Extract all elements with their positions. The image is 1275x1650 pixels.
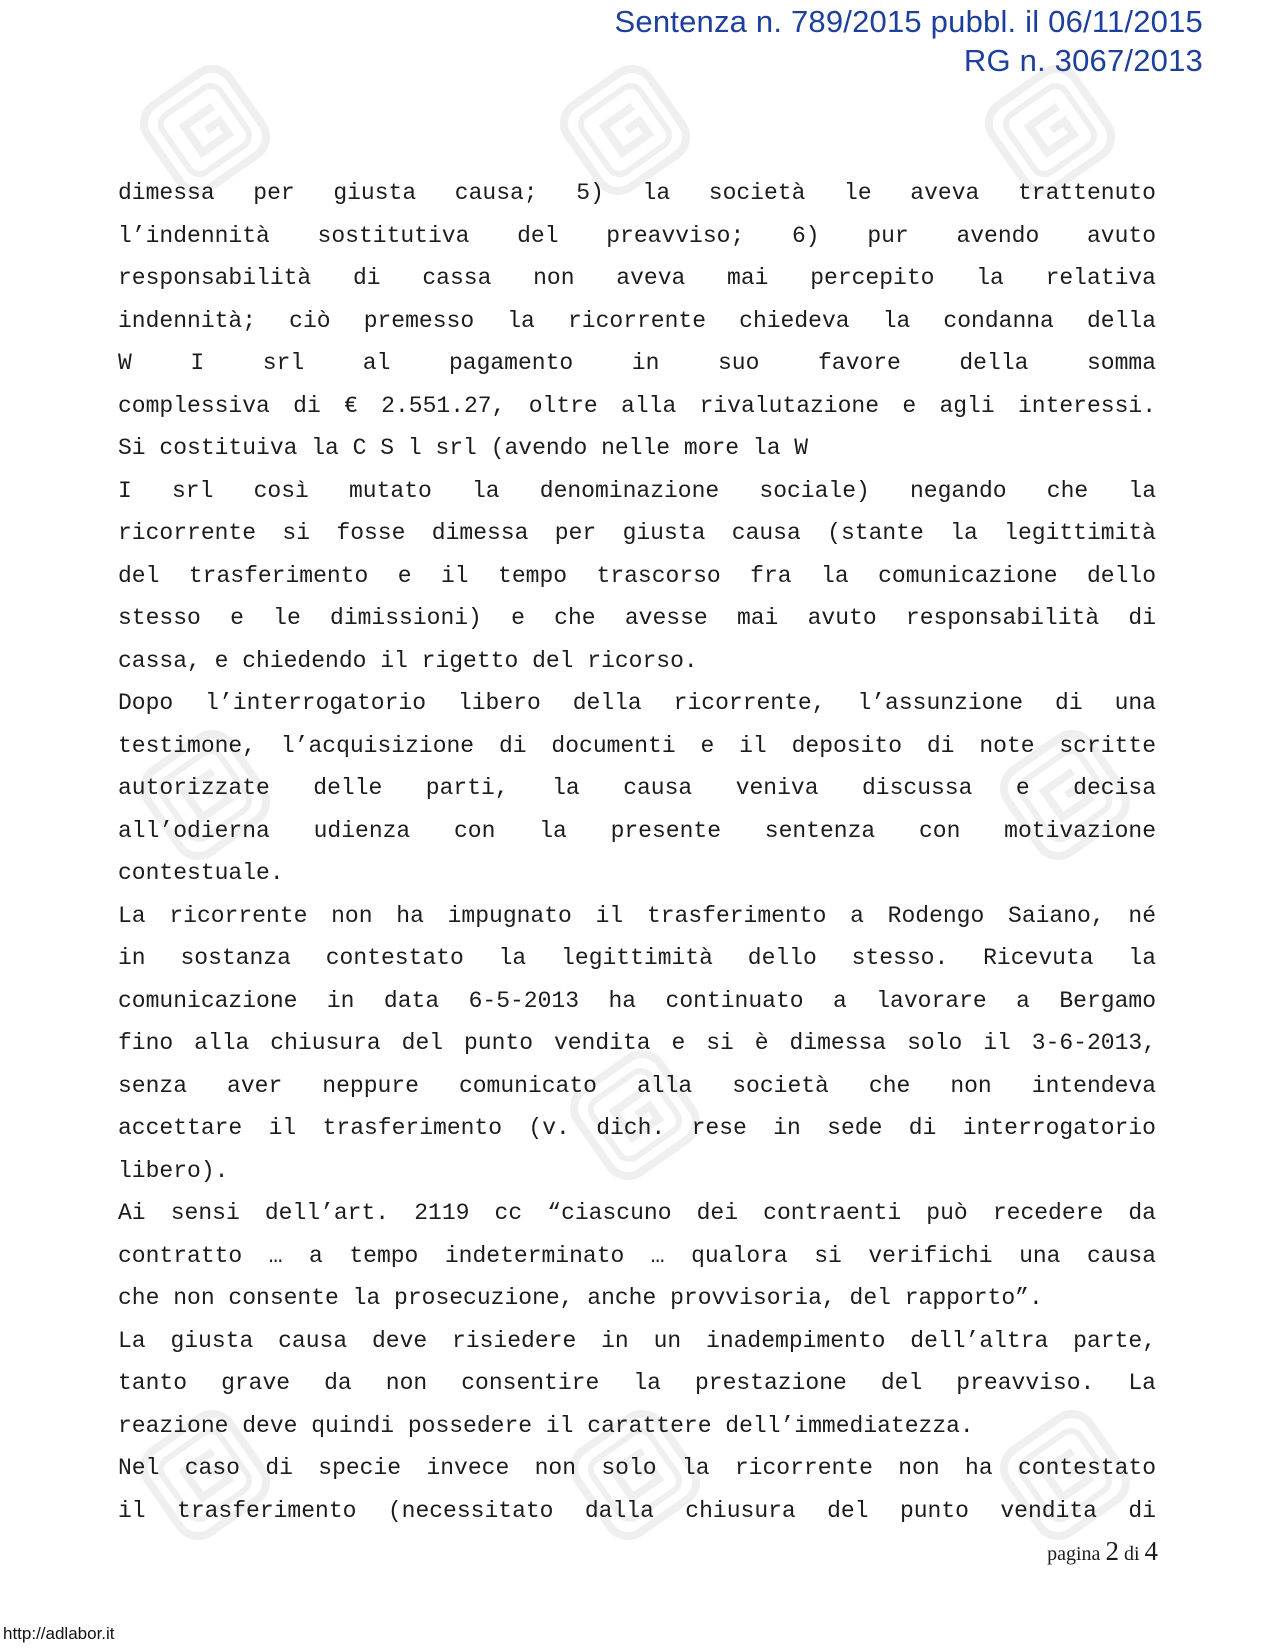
page-of-label: di <box>1123 1543 1140 1565</box>
body-line: del trasferimento e il tempo trascorso fra la comunicazione dello <box>118 562 1156 589</box>
body-line: all’odierna udienza con la presente sentenza con motivazione <box>118 817 1156 844</box>
body-line: contratto … a tempo indeterminato … qualora si verifichi una causa <box>118 1242 1156 1269</box>
body-line: libero). <box>118 1157 229 1184</box>
body-line: che non consente la prosecuzione, anche provvisoria, del rapporto”. <box>118 1285 1043 1311</box>
body-line: contestuale. <box>118 860 284 886</box>
document-header <box>615 2 1204 80</box>
body-line: La giusta causa deve risiedere in un inadempimento dell’altra parte, <box>118 1327 1156 1354</box>
source-link[interactable]: http://adlabor.it <box>3 1624 115 1643</box>
body-line: in sostanza contestato la legittimità dello stesso. Ricevuta la <box>118 945 1156 971</box>
body-line: Dopo l’interrogatorio libero della ricorrente, l’assunzione di una <box>118 690 1156 716</box>
page-label: pagina <box>1047 1543 1101 1565</box>
body-line: reazione deve quindi possedere il carattere dell’immediatezza. <box>118 1412 974 1439</box>
body-line: ricorrente si fosse dimessa per giusta causa (stante la legittimità <box>118 520 1156 546</box>
document-body <box>118 172 1156 1532</box>
body-line: W I srl al pagamento in suo favore della somma <box>118 350 1156 376</box>
body-line: fino alla chiusura del punto vendita e si è dimessa solo il 3-6-2013, <box>118 1030 1156 1056</box>
body-line: dimessa per giusta causa; 5) la società le aveva trattenuto <box>118 180 1156 206</box>
body-line: senza aver neppure comunicato alla società che non intendeva <box>118 1072 1156 1099</box>
body-line: I srl così mutato la denominazione sociale) negando che la <box>118 477 1156 504</box>
case-register-number: RG n. 3067/2013 <box>963 43 1203 78</box>
page-indicator <box>1047 1536 1158 1567</box>
body-line: l’indennità sostitutiva del preavviso; 6) pur avendo avuto <box>118 222 1156 249</box>
body-line: il trasferimento (necessitato dalla chiusura del punto vendita di <box>118 1497 1156 1524</box>
body-line: cassa, e chiedendo il rigetto del ricorso. <box>118 647 698 674</box>
body-line: responsabilità di cassa non aveva mai percepito la relativa <box>118 265 1156 291</box>
body-line: testimone, l’acquisizione di documenti e il deposito di note scritte <box>118 732 1156 759</box>
page-total: 4 <box>1144 1536 1158 1566</box>
body-line: tanto grave da non consentire la prestazione del preavviso. La <box>118 1370 1156 1396</box>
body-line: Ai sensi dell’art. 2119 cc “ciascuno dei contraenti può recedere da <box>118 1200 1156 1226</box>
body-line: accettare il trasferimento (v. dich. rese in sede di interrogatorio <box>118 1115 1156 1141</box>
body-line: stesso e le dimissioni) e che avesse mai avuto responsabilità di <box>118 605 1156 631</box>
body-line: comunicazione in data 6-5-2013 ha continuato a lavorare a Bergamo <box>118 987 1156 1014</box>
body-line: Si costituiva la C S l srl (avendo nelle more la W <box>118 435 809 461</box>
page-number: 2 <box>1105 1536 1119 1566</box>
sentence-number: Sentenza n. 789/2015 pubbl. il 06/11/2015 <box>614 4 1203 39</box>
body-line: La ricorrente non ha impugnato il trasferimento a Rodengo Saiano, né <box>118 902 1156 929</box>
body-line: autorizzate delle parti, la causa veniva discussa e decisa <box>118 775 1156 801</box>
body-line: complessiva di € 2.551.27, oltre alla rivalutazione e agli interessi. <box>118 392 1156 419</box>
body-line: Nel caso di specie invece non solo la ricorrente non ha contestato <box>118 1455 1156 1481</box>
body-line: indennità; ciò premesso la ricorrente chiedeva la condanna della <box>118 307 1156 334</box>
